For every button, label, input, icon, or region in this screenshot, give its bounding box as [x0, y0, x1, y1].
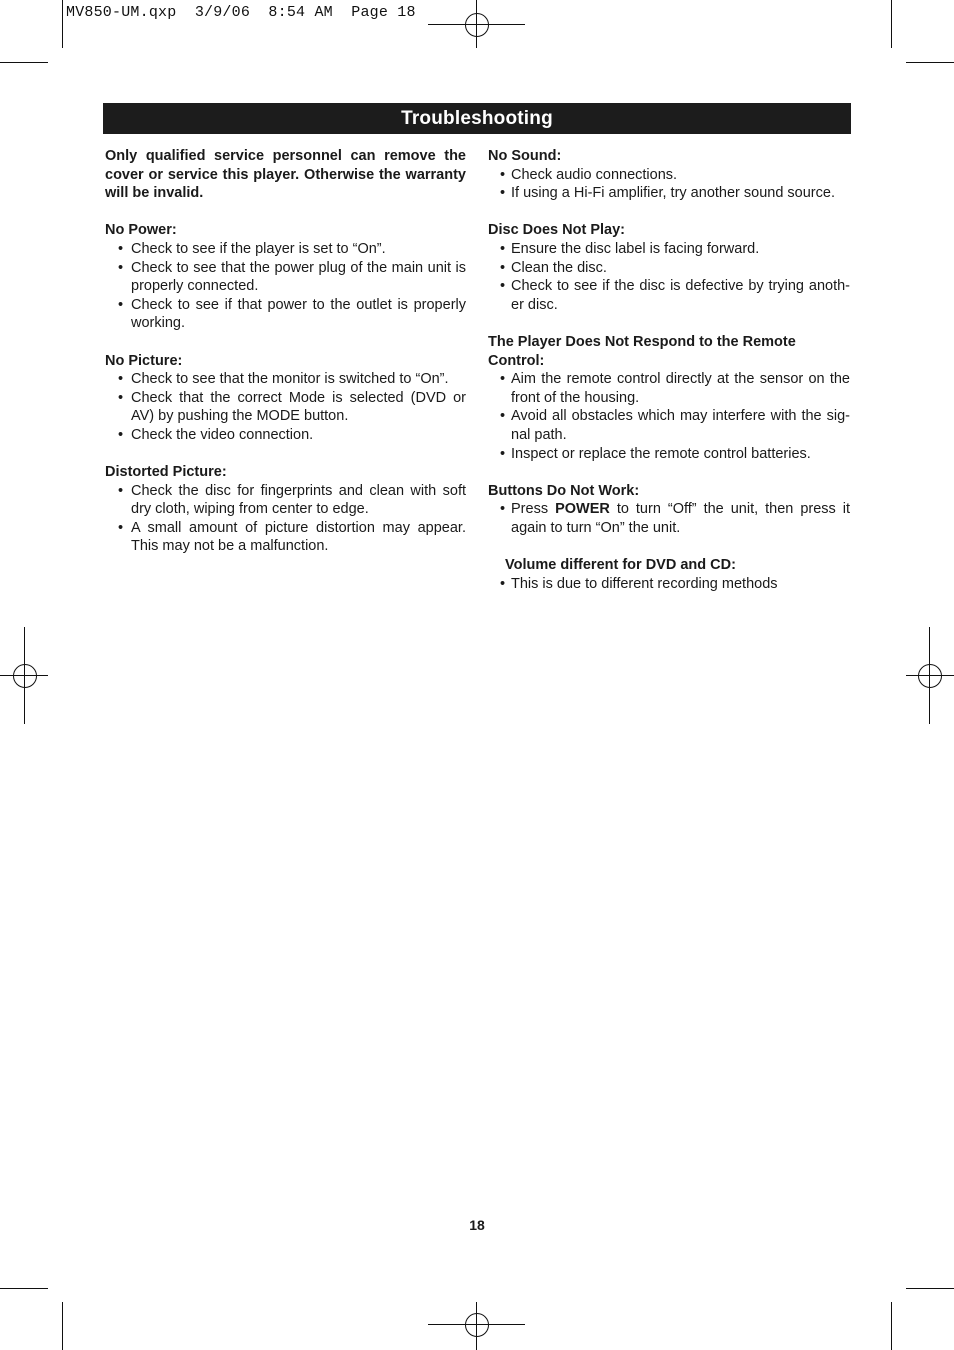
- section-heading: No Power:: [105, 222, 177, 239]
- registration-circle-icon: [13, 664, 37, 688]
- list-item: [488, 500, 850, 537]
- list-item: • Ensure the disc label is facing forward.: [488, 240, 850, 259]
- left-column: [105, 147, 466, 575]
- section-no-sound: [488, 147, 850, 203]
- crop-mark: [0, 1288, 48, 1289]
- section-heading: Distorted Picture:: [105, 464, 227, 481]
- crop-mark: [906, 62, 954, 63]
- section-remote-control: [488, 333, 850, 463]
- section-disc-does-not-play: [488, 221, 850, 314]
- section-heading: The Player Does Not Respond to the Remote Control:: [488, 333, 796, 369]
- crop-mark: [62, 1302, 63, 1350]
- list-item: • Check that the correct Mode is selected (DVD or AV) by pushing the MODE button.: [105, 389, 466, 426]
- section-buttons-do-not-work: [488, 482, 850, 538]
- list-item: • Check to see that the power plug of the main unit is properly connected.: [105, 259, 466, 296]
- right-column: [488, 147, 850, 612]
- crop-mark: [62, 0, 63, 48]
- crop-mark: [0, 62, 48, 63]
- crop-mark: [906, 1288, 954, 1289]
- list-item: • Avoid all obstacles which may interfere with the sig-nal path.: [488, 407, 850, 444]
- item-text: Press: [511, 501, 556, 518]
- list-item: • Check to see if the player is set to “On”.: [105, 240, 466, 259]
- service-warning: Only qualified service personnel can remove the cover or service this player. Otherwise the warranty will be invalid.: [105, 148, 466, 202]
- registration-circle-icon: [918, 664, 942, 688]
- section-heading: Buttons Do Not Work:: [488, 482, 640, 499]
- section-heading: No Sound:: [488, 148, 562, 164]
- power-keyword: POWER: [555, 501, 610, 518]
- list-item: • Check audio connections.: [488, 166, 850, 185]
- list-item: • This is due to different recording methods: [488, 575, 850, 594]
- registration-circle-icon: [465, 13, 489, 37]
- list-item: • Check the video connection.: [105, 426, 466, 445]
- list-item: • Clean the disc.: [488, 259, 850, 278]
- print-slug-line: MV850-UM.qxp 3/9/06 8:54 AM Page 18: [66, 4, 416, 21]
- registration-circle-icon: [465, 1313, 489, 1337]
- list-item: • Check to see if the disc is defective by trying anoth-er disc.: [488, 277, 850, 314]
- section-heading: Disc Does Not Play:: [488, 222, 625, 239]
- page-number: 18: [469, 1217, 485, 1233]
- list-item: • Inspect or replace the remote control batteries.: [488, 445, 850, 464]
- list-item: • Aim the remote control directly at the sensor on the front of the housing.: [488, 370, 850, 407]
- crop-mark: [891, 1302, 892, 1350]
- list-item: • Check the disc for fingerprints and clean with soft dry cloth, wiping from center to edge.: [105, 482, 466, 519]
- section-no-power: [105, 221, 466, 333]
- section-heading: Volume different for DVD and CD:: [505, 557, 736, 574]
- list-item: • Check to see that the monitor is switched to “On”.: [105, 370, 466, 389]
- section-volume-different: [488, 556, 850, 593]
- section-heading: No Picture:: [105, 352, 183, 369]
- section-no-picture: [105, 352, 466, 445]
- list-item: • Check to see if that power to the outlet is properly working.: [105, 296, 466, 333]
- item-text: to turn “Off” the unit, then press it again to turn “On” the unit.: [511, 501, 851, 536]
- section-title-banner: Troubleshooting: [103, 103, 851, 134]
- list-item: • If using a Hi-Fi amplifier, try another sound source.: [488, 184, 850, 203]
- section-distorted-picture: [105, 463, 466, 556]
- list-item: • A small amount of picture distortion may appear. This may not be a malfunction.: [105, 519, 466, 556]
- crop-mark: [891, 0, 892, 48]
